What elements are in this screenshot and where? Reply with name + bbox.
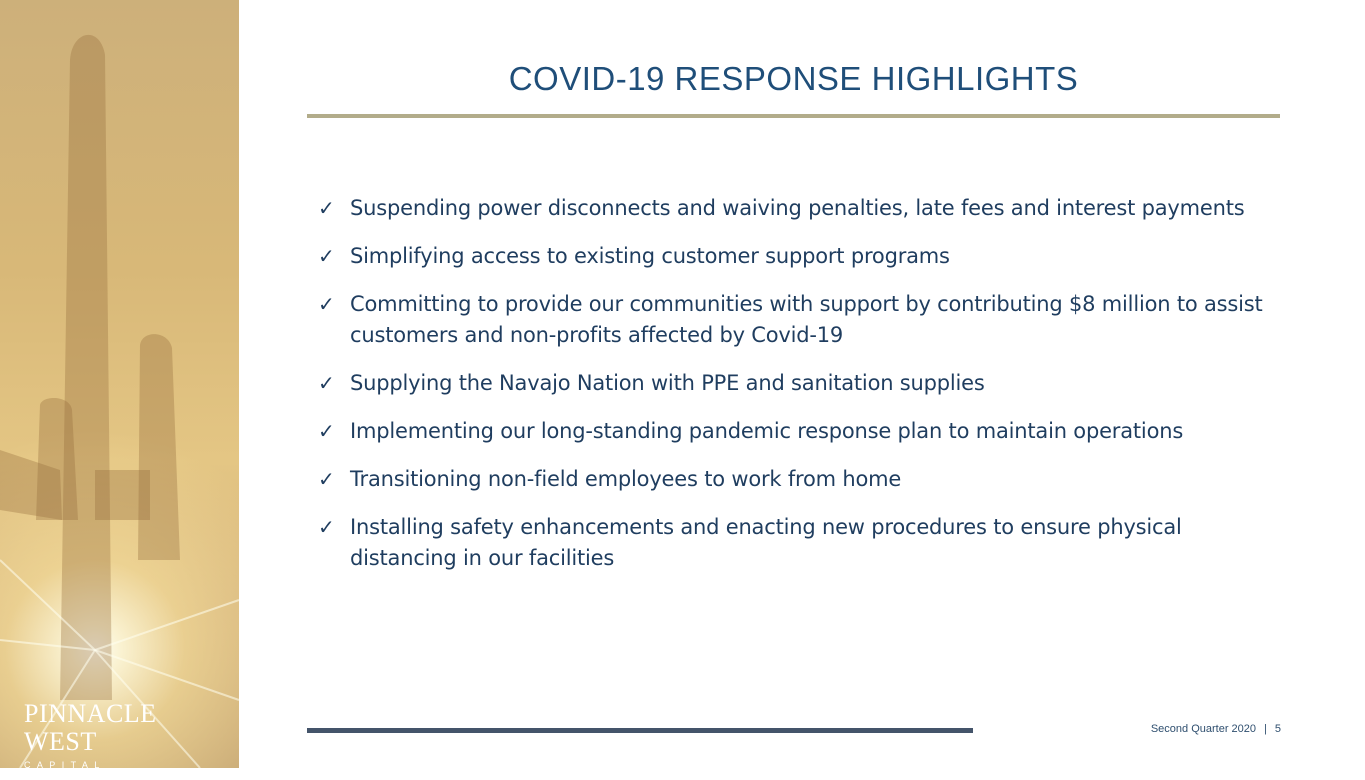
cactus-silhouette (0, 0, 239, 768)
bullet-item (318, 512, 1278, 574)
checkmark-icon: ✓ (318, 467, 335, 491)
slide-title: COVID-19 RESPONSE HIGHLIGHTS (508, 60, 1079, 97)
bullet-text: Supplying the Navajo Nation with PPE and sanitation supplies (350, 371, 985, 395)
footer-separator: | (1264, 723, 1267, 735)
bullet-item (318, 368, 1278, 399)
logo-tagline: CAPITAL CORPORATION (24, 760, 161, 780)
checkmark-icon: ✓ (318, 244, 335, 268)
bullet-item (318, 193, 1278, 224)
bullet-text: Suspending power disconnects and waiving penalties, late fees and interest payments (350, 196, 1245, 220)
bullet-text: Committing to provide our communities with support by contributing $8 million to assist customers and non-profits affected by Covid-19 (350, 292, 1263, 347)
footer (1151, 723, 1281, 735)
checkmark-icon: ✓ (318, 292, 335, 316)
side-image-panel (0, 0, 239, 780)
bullet-text: Simplifying access to existing customer support programs (350, 244, 950, 268)
bullet-item (318, 241, 1278, 272)
checkmark-icon: ✓ (318, 196, 335, 220)
company-logo (24, 700, 224, 780)
bullet-item (318, 416, 1278, 447)
bullet-item (318, 464, 1278, 495)
title-divider (307, 114, 1280, 118)
bullet-text: Installing safety enhancements and enacting new procedures to ensure physical distancing in our facilities (350, 515, 1182, 570)
bullet-text: Implementing our long-standing pandemic response plan to maintain operations (350, 419, 1184, 443)
bullet-list (318, 193, 1278, 591)
checkmark-icon: ✓ (318, 419, 335, 443)
checkmark-icon: ✓ (318, 515, 335, 539)
bullet-item (318, 289, 1278, 351)
page-number: 5 (1274, 723, 1281, 735)
logo-name: PINNACLE WEST (24, 699, 157, 756)
checkmark-icon: ✓ (318, 371, 335, 395)
bullet-text: Transitioning non-field employees to work from home (350, 467, 902, 491)
footer-divider (307, 728, 973, 733)
footer-period: Second Quarter 2020 (1150, 723, 1257, 735)
